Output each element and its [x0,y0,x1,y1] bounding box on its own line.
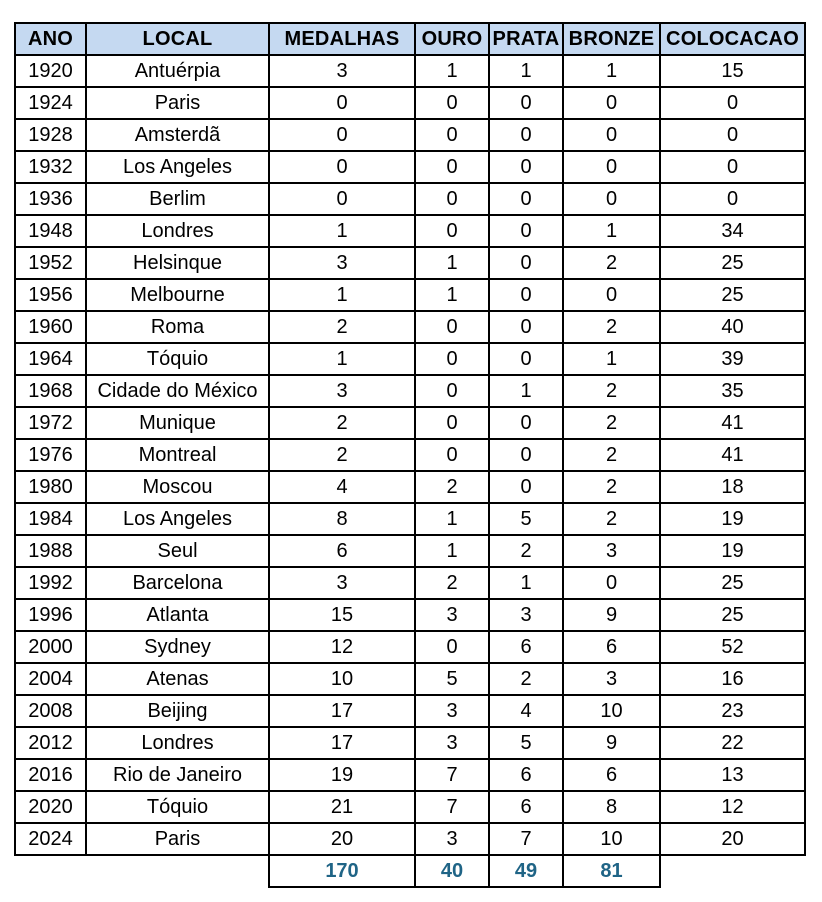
cell-bronze[interactable]: 3 [563,535,660,567]
cell-colocacao[interactable]: 35 [660,375,805,407]
cell-prata[interactable]: 0 [489,471,563,503]
cell-colocacao[interactable]: 25 [660,567,805,599]
cell-local[interactable]: Seul [86,535,269,567]
cell-ouro[interactable]: 1 [415,503,489,535]
cell-medalhas[interactable]: 3 [269,567,415,599]
cell-colocacao[interactable]: 40 [660,311,805,343]
cell-colocacao[interactable]: 12 [660,791,805,823]
cell-ouro[interactable]: 0 [415,375,489,407]
cell-local[interactable]: Melbourne [86,279,269,311]
cell-bronze[interactable]: 9 [563,599,660,631]
cell-medalhas[interactable]: 17 [269,695,415,727]
cell-prata[interactable]: 0 [489,407,563,439]
cell-colocacao[interactable]: 25 [660,599,805,631]
cell-local[interactable]: Sydney [86,631,269,663]
cell-bronze[interactable]: 2 [563,407,660,439]
cell-ano[interactable]: 1984 [15,503,86,535]
cell-prata[interactable]: 1 [489,567,563,599]
table-row [15,215,805,247]
cell-bronze[interactable]: 2 [563,503,660,535]
cell-colocacao[interactable]: 0 [660,183,805,215]
cell-prata[interactable]: 0 [489,183,563,215]
cell-medalhas[interactable]: 3 [269,375,415,407]
cell-ouro[interactable]: 0 [415,311,489,343]
cell-ouro[interactable]: 0 [415,439,489,471]
cell-medalhas[interactable]: 12 [269,631,415,663]
cell-ano[interactable]: 2024 [15,823,86,855]
table-row [15,727,805,759]
cell-local[interactable]: Helsinque [86,247,269,279]
cell-medalhas[interactable]: 2 [269,311,415,343]
cell-ouro[interactable]: 3 [415,599,489,631]
cell-ano[interactable]: 1952 [15,247,86,279]
cell-colocacao[interactable]: 16 [660,663,805,695]
cell-colocacao[interactable]: 15 [660,55,805,87]
cell-prata[interactable]: 0 [489,247,563,279]
cell-local[interactable]: Tóquio [86,343,269,375]
cell-ano[interactable]: 1948 [15,215,86,247]
cell-bronze[interactable]: 9 [563,727,660,759]
cell-colocacao[interactable]: 13 [660,759,805,791]
cell-prata[interactable]: 6 [489,631,563,663]
cell-ouro[interactable]: 0 [415,215,489,247]
cell-local[interactable]: Cidade do México [86,375,269,407]
cell-local[interactable]: Berlim [86,183,269,215]
cell-local[interactable]: Paris [86,823,269,855]
cell-colocacao[interactable]: 39 [660,343,805,375]
cell-ano[interactable]: 1956 [15,279,86,311]
column-header-colocacao[interactable]: COLOCACAO [660,23,805,55]
cell-medalhas[interactable]: 3 [269,55,415,87]
table-row [15,823,805,855]
cell-bronze[interactable]: 0 [563,87,660,119]
column-header-prata[interactable]: PRATA [489,23,563,55]
cell-medalhas[interactable]: 0 [269,151,415,183]
cell-ano[interactable]: 1920 [15,55,86,87]
cell-prata[interactable]: 5 [489,503,563,535]
cell-local[interactable]: Beijing [86,695,269,727]
cell-prata[interactable]: 0 [489,311,563,343]
cell-prata[interactable]: 1 [489,375,563,407]
cell-ouro[interactable]: 3 [415,727,489,759]
cell-ouro[interactable]: 0 [415,119,489,151]
table-row [15,87,805,119]
table-row [15,343,805,375]
cell-ouro[interactable]: 1 [415,247,489,279]
cell-ano[interactable]: 2008 [15,695,86,727]
cell-ano[interactable]: 1976 [15,439,86,471]
cell-ano[interactable]: 1932 [15,151,86,183]
cell-medalhas[interactable]: 1 [269,215,415,247]
cell-medalhas[interactable]: 15 [269,599,415,631]
column-header-ouro[interactable]: OURO [415,23,489,55]
cell-prata[interactable]: 0 [489,343,563,375]
cell-local[interactable]: Atlanta [86,599,269,631]
cell-ouro[interactable]: 0 [415,631,489,663]
cell-ano[interactable]: 1960 [15,311,86,343]
cell-prata[interactable]: 3 [489,599,563,631]
cell-local[interactable]: Moscou [86,471,269,503]
cell-ano[interactable]: 1972 [15,407,86,439]
cell-prata[interactable]: 6 [489,791,563,823]
column-header-local[interactable]: LOCAL [86,23,269,55]
totals-spacer [660,855,805,887]
cell-bronze[interactable]: 1 [563,55,660,87]
cell-medalhas[interactable]: 4 [269,471,415,503]
cell-local[interactable]: Rio de Janeiro [86,759,269,791]
cell-ano[interactable]: 1980 [15,471,86,503]
cell-medalhas[interactable]: 20 [269,823,415,855]
cell-prata[interactable]: 0 [489,87,563,119]
cell-ouro[interactable]: 5 [415,663,489,695]
cell-ouro[interactable]: 2 [415,471,489,503]
column-header-bronze[interactable]: BRONZE [563,23,660,55]
cell-prata[interactable]: 0 [489,439,563,471]
cell-local[interactable]: Roma [86,311,269,343]
table-row [15,503,805,535]
cell-colocacao[interactable]: 19 [660,503,805,535]
cell-bronze[interactable]: 2 [563,375,660,407]
table-row [15,663,805,695]
table-row [15,247,805,279]
cell-ano[interactable]: 1928 [15,119,86,151]
totals-row [15,855,805,887]
table-row [15,695,805,727]
cell-ano[interactable]: 1996 [15,599,86,631]
cell-ouro[interactable]: 1 [415,535,489,567]
totals-spacer [86,855,269,887]
cell-local[interactable]: Montreal [86,439,269,471]
cell-bronze[interactable]: 0 [563,151,660,183]
cell-medalhas[interactable]: 0 [269,119,415,151]
table-row [15,631,805,663]
cell-colocacao[interactable]: 41 [660,439,805,471]
cell-prata[interactable]: 0 [489,119,563,151]
cell-ouro[interactable]: 1 [415,55,489,87]
cell-ano[interactable]: 2004 [15,663,86,695]
cell-bronze[interactable]: 6 [563,759,660,791]
cell-bronze[interactable]: 10 [563,695,660,727]
cell-medalhas[interactable]: 6 [269,535,415,567]
cell-prata[interactable]: 5 [489,727,563,759]
cell-medalhas[interactable]: 3 [269,247,415,279]
cell-colocacao[interactable]: 0 [660,119,805,151]
table-row [15,791,805,823]
table-row [15,535,805,567]
cell-medalhas[interactable]: 1 [269,343,415,375]
cell-prata[interactable]: 6 [489,759,563,791]
cell-local[interactable]: Los Angeles [86,503,269,535]
header-row [15,23,805,55]
cell-colocacao[interactable]: 34 [660,215,805,247]
cell-colocacao[interactable]: 25 [660,279,805,311]
table-row [15,567,805,599]
cell-prata[interactable]: 0 [489,279,563,311]
cell-local[interactable]: Tóquio [86,791,269,823]
cell-ouro[interactable]: 0 [415,407,489,439]
cell-medalhas[interactable]: 2 [269,439,415,471]
cell-ouro[interactable]: 3 [415,823,489,855]
table-row [15,151,805,183]
column-header-ano[interactable]: ANO [15,23,86,55]
cell-bronze[interactable]: 6 [563,631,660,663]
cell-colocacao[interactable]: 0 [660,87,805,119]
cell-bronze[interactable]: 0 [563,119,660,151]
column-header-medalhas[interactable]: MEDALHAS [269,23,415,55]
table-row [15,119,805,151]
cell-ouro[interactable]: 7 [415,759,489,791]
cell-ouro[interactable]: 3 [415,695,489,727]
cell-bronze[interactable]: 1 [563,215,660,247]
cell-ano[interactable]: 2016 [15,759,86,791]
cell-ano[interactable]: 2012 [15,727,86,759]
cell-bronze[interactable]: 3 [563,663,660,695]
cell-prata[interactable]: 1 [489,55,563,87]
total-medalhas[interactable]: 170 [269,855,415,887]
cell-bronze[interactable]: 0 [563,567,660,599]
cell-ouro[interactable]: 0 [415,151,489,183]
cell-ouro[interactable]: 0 [415,183,489,215]
cell-local[interactable]: Londres [86,727,269,759]
cell-bronze[interactable]: 2 [563,247,660,279]
cell-ano[interactable]: 2000 [15,631,86,663]
cell-local[interactable]: Atenas [86,663,269,695]
cell-bronze[interactable]: 0 [563,183,660,215]
cell-colocacao[interactable]: 18 [660,471,805,503]
cell-medalhas[interactable]: 19 [269,759,415,791]
cell-colocacao[interactable]: 0 [660,151,805,183]
cell-bronze[interactable]: 1 [563,343,660,375]
cell-ouro[interactable]: 2 [415,567,489,599]
cell-bronze[interactable]: 2 [563,439,660,471]
cell-ouro[interactable]: 7 [415,791,489,823]
cell-prata[interactable]: 2 [489,663,563,695]
table-row [15,439,805,471]
cell-ano[interactable]: 1992 [15,567,86,599]
cell-colocacao[interactable]: 20 [660,823,805,855]
cell-prata[interactable]: 4 [489,695,563,727]
cell-local[interactable]: Antuérpia [86,55,269,87]
cell-ano[interactable]: 1924 [15,87,86,119]
cell-ouro[interactable]: 1 [415,279,489,311]
total-prata[interactable]: 49 [489,855,563,887]
cell-colocacao[interactable]: 52 [660,631,805,663]
cell-bronze[interactable]: 0 [563,279,660,311]
cell-local[interactable]: Los Angeles [86,151,269,183]
cell-colocacao[interactable]: 41 [660,407,805,439]
cell-medalhas[interactable]: 17 [269,727,415,759]
table-row [15,55,805,87]
cell-prata[interactable]: 0 [489,215,563,247]
cell-colocacao[interactable]: 25 [660,247,805,279]
cell-colocacao[interactable]: 19 [660,535,805,567]
table-row [15,599,805,631]
cell-ano[interactable]: 1936 [15,183,86,215]
cell-bronze[interactable]: 2 [563,311,660,343]
cell-local[interactable]: Paris [86,87,269,119]
cell-prata[interactable]: 7 [489,823,563,855]
cell-colocacao[interactable]: 23 [660,695,805,727]
totals-spacer [15,855,86,887]
cell-bronze[interactable]: 8 [563,791,660,823]
cell-medalhas[interactable]: 21 [269,791,415,823]
cell-medalhas[interactable]: 0 [269,183,415,215]
medal-table [14,22,806,888]
total-ouro[interactable]: 40 [415,855,489,887]
cell-prata[interactable]: 0 [489,151,563,183]
table-row [15,471,805,503]
total-bronze[interactable]: 81 [563,855,660,887]
cell-local[interactable]: Londres [86,215,269,247]
cell-ano[interactable]: 1988 [15,535,86,567]
table-row [15,759,805,791]
cell-local[interactable]: Amsterdã [86,119,269,151]
cell-bronze[interactable]: 10 [563,823,660,855]
table-row [15,183,805,215]
cell-ano[interactable]: 2020 [15,791,86,823]
table-row [15,407,805,439]
cell-prata[interactable]: 2 [489,535,563,567]
cell-medalhas[interactable]: 10 [269,663,415,695]
cell-ouro[interactable]: 0 [415,87,489,119]
cell-colocacao[interactable]: 22 [660,727,805,759]
table-row [15,375,805,407]
cell-bronze[interactable]: 2 [563,471,660,503]
cell-local[interactable]: Barcelona [86,567,269,599]
table-row [15,279,805,311]
cell-medalhas[interactable]: 2 [269,407,415,439]
cell-medalhas[interactable]: 8 [269,503,415,535]
cell-local[interactable]: Munique [86,407,269,439]
cell-medalhas[interactable]: 0 [269,87,415,119]
cell-medalhas[interactable]: 1 [269,279,415,311]
cell-ouro[interactable]: 0 [415,343,489,375]
cell-ano[interactable]: 1964 [15,343,86,375]
cell-ano[interactable]: 1968 [15,375,86,407]
table-row [15,311,805,343]
